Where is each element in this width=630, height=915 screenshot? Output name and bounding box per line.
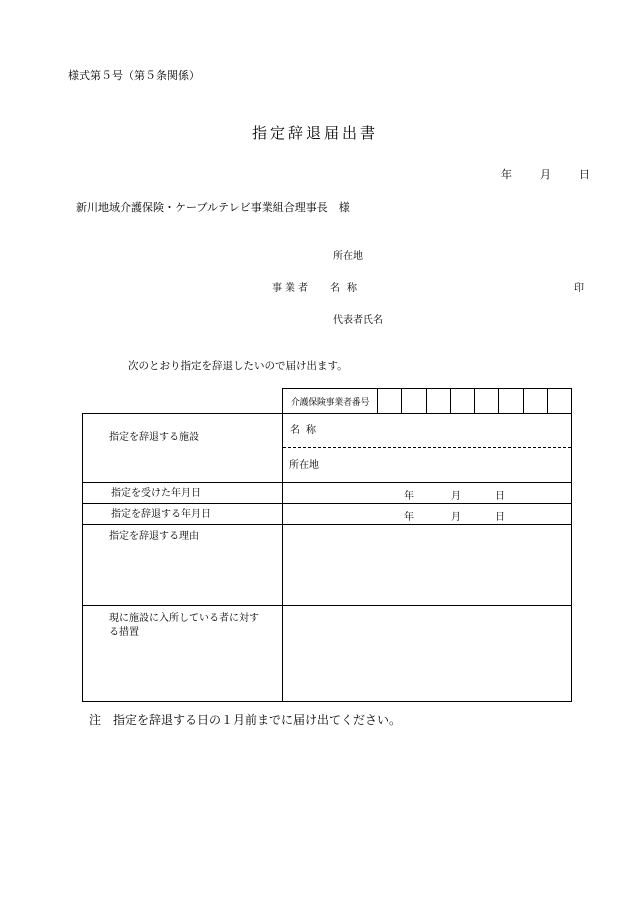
note-text: 注 指定を辞退する日の１月前までに届け出てください。: [89, 713, 402, 727]
facility-info-cell: [283, 414, 572, 483]
facility-label: 指定を辞退する施設: [109, 432, 199, 443]
form-number: 様式第５号（第５条関係）: [68, 69, 200, 82]
seal-mark: 印: [574, 283, 584, 294]
business-number-digit-box[interactable]: [548, 389, 571, 413]
measures-label: 現に施設に入所している者に対する措置: [109, 613, 259, 638]
document-title: 指定辞退届出書: [251, 124, 378, 142]
withdraw-date-label: 指定を辞退する年月日: [111, 509, 211, 520]
addressee: 新川地域介護保険・ケーブルテレビ事業組合理事長 様: [76, 201, 350, 214]
submitter-name-label: 名称: [330, 283, 364, 294]
day-label: 日: [495, 512, 505, 523]
intro-text: 次のとおり指定を辞退したいので届け出ます。: [128, 360, 348, 372]
date-year-label: 年: [501, 168, 512, 181]
facility-address-label: 所在地: [289, 460, 319, 471]
blank-cell: [83, 389, 283, 414]
date-day-label: 日: [579, 168, 590, 181]
designated-date-label: 指定を受けた年月日: [111, 488, 201, 499]
measures-label-cell: [83, 606, 283, 702]
business-number-digit-box[interactable]: [427, 389, 451, 413]
measures-field[interactable]: [283, 606, 572, 702]
month-label: 月: [451, 512, 461, 523]
date-month-label: 月: [540, 168, 551, 181]
designated-date-label-cell: [83, 483, 283, 504]
business-number-digit-box[interactable]: [451, 389, 475, 413]
designated-date-field[interactable]: [283, 483, 572, 504]
facility-name-field[interactable]: [283, 414, 571, 448]
withdraw-date-field[interactable]: [283, 504, 572, 525]
withdrawal-form-table: [82, 388, 572, 702]
business-number-label: 介護保険事業者番号: [283, 389, 378, 413]
reason-label: 指定を辞退する理由: [109, 531, 199, 542]
month-label: 月: [451, 491, 461, 502]
reason-field[interactable]: [283, 525, 572, 606]
business-number-digit-box[interactable]: [499, 389, 523, 413]
submitter-address-label: 所在地: [333, 251, 363, 262]
business-number-digit-box[interactable]: [402, 389, 426, 413]
submitter-business-label: 事業者: [272, 283, 311, 294]
business-number-digit-box[interactable]: [475, 389, 499, 413]
year-label: 年: [404, 512, 414, 523]
day-label: 日: [495, 491, 505, 502]
business-number-digit-box[interactable]: [524, 389, 548, 413]
facility-address-field[interactable]: [283, 448, 571, 482]
withdraw-date-label-cell: [83, 504, 283, 525]
representative-label: 代表者氏名: [333, 315, 383, 326]
year-label: 年: [404, 491, 414, 502]
facility-name-label: 名称: [290, 425, 322, 436]
facility-label-cell: [83, 414, 283, 483]
business-number-digit-box[interactable]: [378, 389, 402, 413]
reason-label-cell: [83, 525, 283, 606]
business-number-cell: [283, 389, 572, 414]
